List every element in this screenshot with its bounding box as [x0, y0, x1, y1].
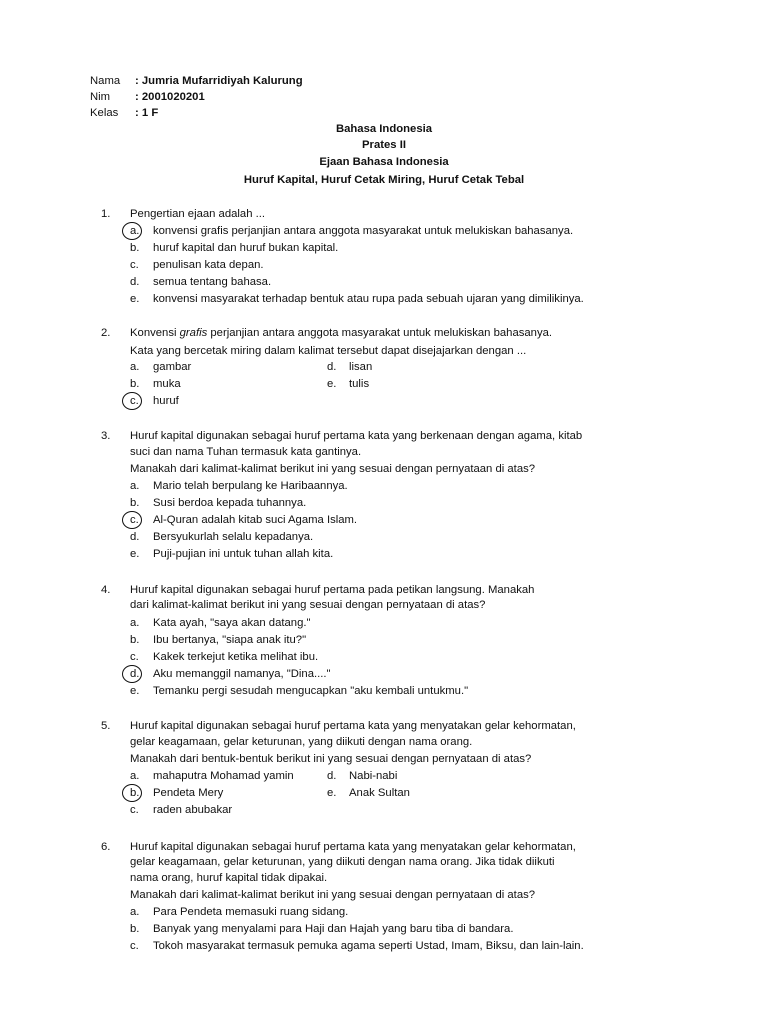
question-text: Manakah dari bentuk-bentuk berikut ini yang sesuai dengan pernyataan di atas?: [130, 753, 532, 765]
option-letter: b.: [130, 634, 140, 646]
nama-value: : Jumria Mufarridiyah Kalurung: [135, 75, 303, 87]
question-number: 4.: [101, 584, 111, 596]
kelas-value: : 1 F: [135, 107, 159, 119]
question-text: gelar keagamaan, gelar keturunan, yang diikuti dengan nama orang.: [130, 736, 473, 748]
answer-circle-mark: [122, 392, 142, 410]
nama-label: Nama: [90, 75, 121, 87]
option-letter: b.: [130, 923, 140, 935]
option-text: mahaputra Mohamad yamin: [153, 770, 294, 782]
option-letter: a.: [130, 480, 140, 492]
option-text: Aku memanggil namanya, "Dina....": [153, 668, 331, 680]
answer-circle-mark: [122, 222, 142, 240]
option-text: gambar: [153, 361, 192, 373]
question-number: 3.: [101, 430, 111, 442]
option-text: Al-Quran adalah kitab suci Agama Islam.: [153, 514, 358, 526]
answer-circle-mark: [122, 511, 142, 529]
option-text: Anak Sultan: [349, 787, 410, 799]
title-test: Prates II: [362, 139, 406, 151]
option-text: Ibu bertanya, "siapa anak itu?": [153, 634, 307, 646]
nim-label: Nim: [90, 91, 111, 103]
option-text: Kata ayah, "saya akan datang.": [153, 617, 311, 629]
question-text: [130, 325, 552, 341]
option-text: huruf: [153, 395, 179, 407]
question-text-part: Konvensi: [130, 327, 180, 339]
option-text: Temanku pergi sesudah mengucapkan "aku kembali untukmu.": [153, 685, 469, 697]
kelas-label: Kelas: [90, 107, 119, 119]
option-letter: c.: [130, 940, 139, 952]
option-letter: d.: [130, 276, 140, 288]
option-letter: a.: [130, 225, 140, 237]
question-text: Pengertian ejaan adalah ...: [130, 208, 266, 220]
option-letter: a.: [130, 906, 140, 918]
nim-value: : 2001020201: [135, 91, 205, 103]
option-text: Nabi-nabi: [349, 770, 398, 782]
question-text: gelar keagamaan, gelar keturunan, yang diikuti dengan nama orang. Jika tidak diikuti: [130, 856, 555, 868]
option-text: semua tentang bahasa.: [153, 276, 272, 288]
title-subtopic: Huruf Kapital, Huruf Cetak Miring, Huruf Cetak Tebal: [243, 174, 525, 186]
option-text: lisan: [349, 361, 373, 373]
option-text: Puji-pujian ini untuk tuhan allah kita.: [153, 548, 334, 560]
question-text: Huruf kapital digunakan sebagai huruf pertama kata yang berkenaan dengan agama, kitab: [130, 430, 583, 442]
question-number: 6.: [101, 841, 111, 853]
question-text-part: perjanjian antara anggota masyarakat untuk melukiskan bahasanya.: [207, 327, 553, 339]
option-text: konvensi grafis perjanjian antara anggota masyarakat untuk melukiskan bahasanya.: [153, 225, 574, 237]
option-letter: b.: [130, 787, 140, 799]
option-letter: e.: [130, 685, 140, 697]
question-number: 5.: [101, 720, 111, 732]
question-text: Manakah dari kalimat-kalimat berikut ini yang sesuai dengan pernyataan di atas?: [130, 889, 536, 901]
option-letter: d.: [130, 531, 140, 543]
option-text: Susi berdoa kepada tuhannya.: [153, 497, 307, 509]
question-text: Huruf kapital digunakan sebagai huruf pertama kata yang menyatakan gelar kehormatan,: [130, 841, 576, 853]
italic-word: grafis: [179, 327, 208, 339]
option-letter: e.: [327, 787, 337, 799]
option-text: muka: [153, 378, 181, 390]
question-text: suci dan nama Tuhan termasuk kata gantinya.: [130, 446, 362, 458]
option-letter: d.: [130, 668, 140, 680]
option-text: Bersyukurlah selalu kepadanya.: [153, 531, 314, 543]
question-number: 2.: [101, 327, 111, 339]
option-text: raden abubakar: [153, 804, 233, 816]
title-topic: Ejaan Bahasa Indonesia: [319, 156, 449, 168]
option-text: Para Pendeta memasuki ruang sidang.: [153, 906, 349, 918]
answer-circle-mark: [122, 665, 142, 683]
option-text: konvensi masyarakat terhadap bentuk atau rupa pada sebuah ujaran yang dimilikinya.: [153, 293, 584, 305]
option-letter: b.: [130, 242, 140, 254]
question-text: dari kalimat-kalimat berikut ini yang sesuai dengan pernyataan di atas?: [130, 599, 486, 611]
answer-circle-mark: [122, 784, 142, 802]
option-letter: c.: [130, 651, 139, 663]
option-letter: b.: [130, 497, 140, 509]
option-letter: a.: [130, 770, 140, 782]
question-text: Kata yang bercetak miring dalam kalimat tersebut dapat disejajarkan dengan ...: [130, 345, 527, 357]
option-letter: c.: [130, 259, 139, 271]
option-letter: c.: [130, 804, 139, 816]
option-letter: d.: [327, 361, 337, 373]
option-text: Tokoh masyarakat termasuk pemuka agama seperti Ustad, Imam, Biksu, dan lain-lain.: [153, 940, 584, 952]
option-text: penulisan kata depan.: [153, 259, 264, 271]
option-text: Banyak yang menyalami para Haji dan Hajah yang baru tiba di bandara.: [153, 923, 514, 935]
option-letter: a.: [130, 361, 140, 373]
option-letter: e.: [130, 548, 140, 560]
option-text: Kakek terkejut ketika melihat ibu.: [153, 651, 319, 663]
option-letter: c.: [130, 514, 139, 526]
option-text: tulis: [349, 378, 370, 390]
option-letter: d.: [327, 770, 337, 782]
option-letter: e.: [130, 293, 140, 305]
option-letter: c.: [130, 395, 139, 407]
question-text: Huruf kapital digunakan sebagai huruf pertama pada petikan langsung. Manakah: [130, 584, 535, 596]
option-letter: b.: [130, 378, 140, 390]
question-number: 1.: [101, 208, 111, 220]
option-letter: a.: [130, 617, 140, 629]
title-subject: Bahasa Indonesia: [335, 123, 433, 135]
option-text: huruf kapital dan huruf bukan kapital.: [153, 242, 339, 254]
option-text: Mario telah berpulang ke Haribaannya.: [153, 480, 348, 492]
option-letter: e.: [327, 378, 337, 390]
question-text: nama orang, huruf kapital tidak dipakai.: [130, 872, 328, 884]
question-text: Manakah dari kalimat-kalimat berikut ini yang sesuai dengan pernyataan di atas?: [130, 463, 536, 475]
option-text: Pendeta Mery: [153, 787, 224, 799]
question-text: Huruf kapital digunakan sebagai huruf pertama kata yang menyatakan gelar kehormatan,: [130, 720, 576, 732]
